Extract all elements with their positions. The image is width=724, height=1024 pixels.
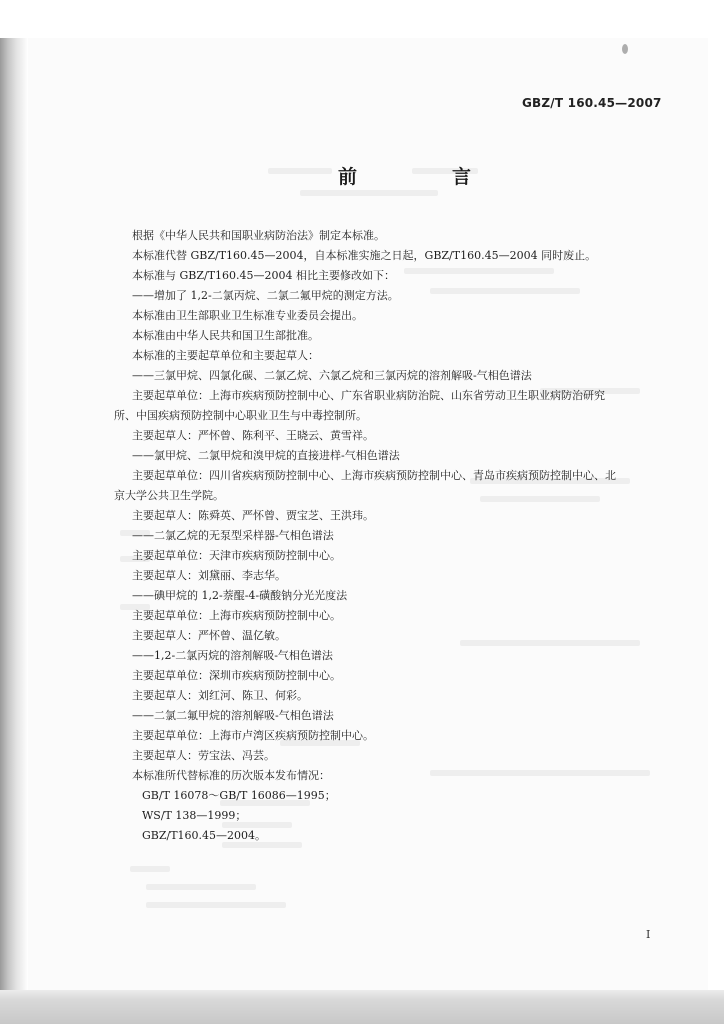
text-line: ——二氯乙烷的无泵型采样器-气相色谱法 xyxy=(132,529,334,542)
text-line: 主要起草人：陈舜英、严怀曾、贾宝芝、王洪玮。 xyxy=(132,509,374,522)
scan-margin-bottom xyxy=(0,990,724,1024)
text-line: 本标准由中华人民共和国卫生部批准。 xyxy=(132,329,319,342)
scan-smudge xyxy=(622,44,628,54)
text-line: 主要起草人：劳宝法、冯芸。 xyxy=(132,749,275,762)
text-line: 主要起草单位：上海市疾病预防控制中心、广东省职业病防治院、山东省劳动卫生职业病防治研究 xyxy=(132,389,605,402)
text-line: ——增加了 1,2-二氯丙烷、二氯二氟甲烷的测定方法。 xyxy=(132,289,399,302)
text-line: 本标准代替 GBZ/T160.45—2004，自本标准实施之日起，GBZ/T160.45—2004 同时废止。 xyxy=(132,249,597,262)
standard-code: GBZ/T 160.45—2007 xyxy=(522,96,662,110)
text-line: ——氯甲烷、二氯甲烷和溴甲烷的直接进样-气相色谱法 xyxy=(132,449,400,462)
text-line: 本标准由卫生部职业卫生标准专业委员会提出。 xyxy=(132,309,363,322)
text-line: 主要起草人：严怀曾、温亿敏。 xyxy=(132,629,286,642)
text-line: ——1,2-二氯丙烷的溶剂解吸-气相色谱法 xyxy=(132,649,333,662)
text-line: 京大学公共卫生学院。 xyxy=(114,489,224,502)
text-line: ——碘甲烷的 1,2-萘醌-4-磺酸钠分光光度法 xyxy=(132,589,348,602)
text-line: 主要起草人：刘黛丽、李志华。 xyxy=(132,569,286,582)
text-line: 主要起草单位：四川省疾病预防控制中心、上海市疾病预防控制中心、青岛市疾病预防控制中心、北 xyxy=(132,469,616,482)
text-line: 主要起草单位：上海市卢湾区疾病预防控制中心。 xyxy=(132,729,374,742)
page-number: I xyxy=(646,928,651,941)
text-line: 本标准的主要起草单位和主要起草人： xyxy=(132,349,319,362)
text-line: ——二氯二氟甲烷的溶剂解吸-气相色谱法 xyxy=(132,709,334,722)
text-line: GBZ/T160.45—2004。 xyxy=(142,829,267,842)
text-line: 主要起草人：严怀曾、陈利平、王晓云、黄雪祥。 xyxy=(132,429,374,442)
text-line: 本标准所代替标准的历次版本发布情况： xyxy=(132,769,330,782)
text-line: 所、中国疾病预防控制中心职业卫生与中毒控制所。 xyxy=(114,409,367,422)
scan-margin-top xyxy=(0,0,724,38)
text-line: ——三氯甲烷、四氯化碳、二氯乙烷、六氯乙烷和三氯丙烷的溶剂解吸-气相色谱法 xyxy=(132,369,532,382)
text-line: 主要起草单位：上海市疾病预防控制中心。 xyxy=(132,609,341,622)
text-line: 主要起草单位：深圳市疾病预防控制中心。 xyxy=(132,669,341,682)
text-line: GB/T 16078～GB/T 16086—1995； xyxy=(142,789,336,802)
page-title: 前 言 xyxy=(338,166,510,188)
text-line: 本标准与 GBZ/T160.45—2004 相比主要修改如下： xyxy=(132,269,396,282)
text-line: WS/T 138—1999； xyxy=(142,809,247,822)
text-line: 主要起草单位：天津市疾病预防控制中心。 xyxy=(132,549,341,562)
scan-margin-left xyxy=(0,38,28,1024)
text-line: 主要起草人：刘红河、陈卫、何彩。 xyxy=(132,689,308,702)
text-line: 根据《中华人民共和国职业病防治法》制定本标准。 xyxy=(132,229,385,242)
